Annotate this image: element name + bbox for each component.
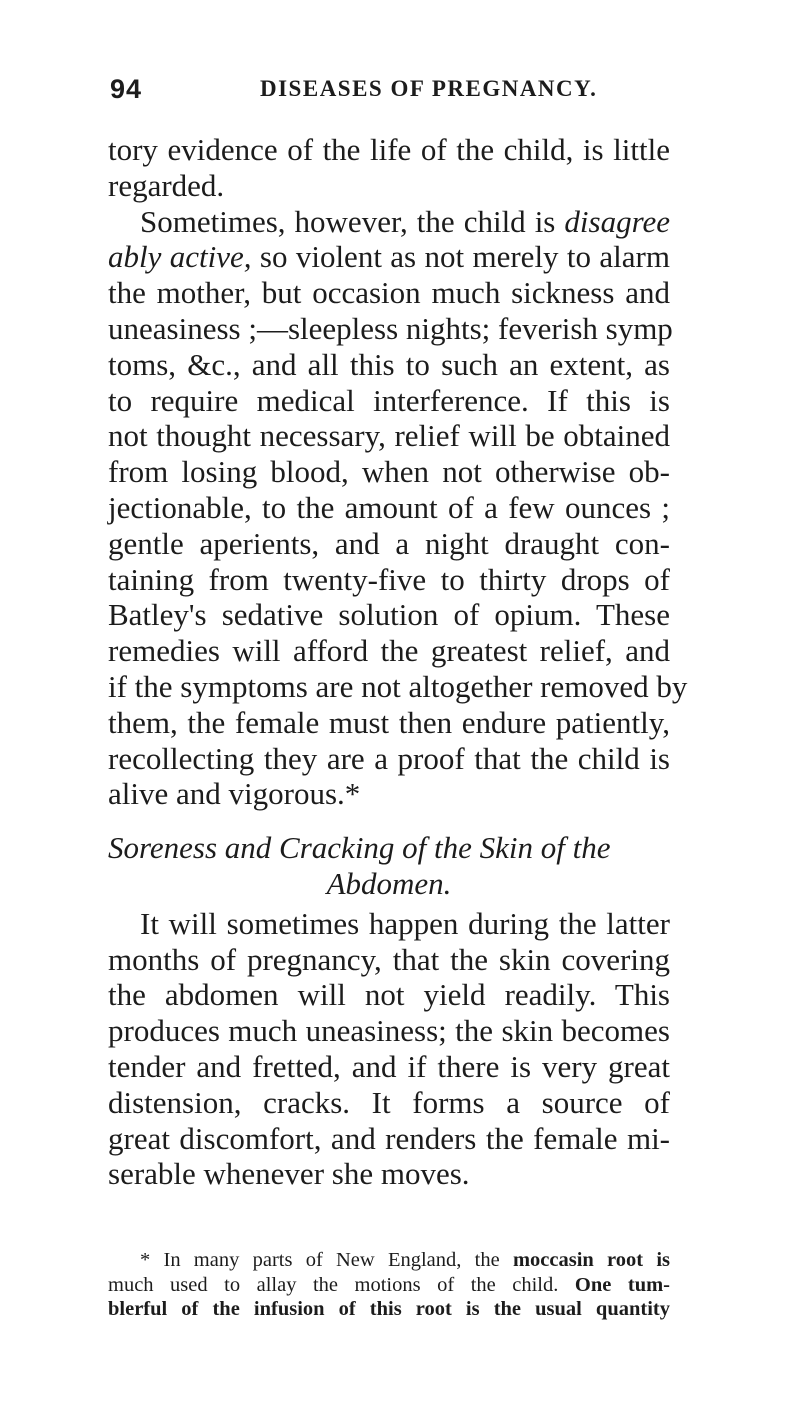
page-header [110,74,630,114]
section-heading: Soreness and Cracking of the Skin of the [108,830,611,866]
bold-run: moccasin root is [512,1249,670,1271]
text-line: tory evidence of the life of the child, is little [108,132,670,167]
text-line: jectionable, to the amount of a few ounces ; [108,489,670,525]
text-line: them, the female must then endure patiently, [108,704,670,740]
italic-run: ably active, [108,239,252,275]
footnote-line [108,1248,670,1273]
text-line: regarded. [108,167,225,203]
text-line: remedies will afford the greatest relief, and [108,633,670,669]
text-line: to require medical interference. If this is [108,382,670,418]
text-line: gentle aperients, and a night draught con- [108,525,670,561]
text-line: uneasiness ;—sleepless nights; feverish symp [108,310,673,346]
text-line: toms, &c., and all this to such an extent, as [108,346,670,382]
text-line: recollecting they are a proof that the child is [108,740,670,776]
page-number: 94 [110,74,143,104]
body-text [108,132,688,1192]
text-line: the mother, but occasion much sickness and [108,275,670,311]
bold-run: One tum- [574,1273,670,1296]
text-line: great discomfort, and renders the female mi- [108,1120,670,1156]
text-line: tender and fretted, and if there is very great [108,1048,670,1084]
text-line: Batley's sedative solution of opium. These [108,597,670,633]
text-line: from losing blood, when not otherwise ob- [108,454,670,490]
section-heading-continued: Abdomen. [326,865,452,901]
text-line [108,204,670,240]
text-line: serable whenever she moves. [108,1156,470,1192]
text-line: taining from twenty-five to thirty drops of [108,561,670,597]
text-line: It will sometimes happen during the latter [140,905,670,941]
text-run: much used to allay the motions of the child. [108,1273,575,1296]
text-line: the abdomen will not yield readily. This [108,977,670,1013]
text-line: not thought necessary, relief will be obtained [108,418,670,454]
text-line: alive and vigorous.* [108,776,361,812]
text-line: produces much uneasiness; the skin becomes [108,1013,670,1049]
italic-run: disagree [564,203,670,239]
text-line: months of pregnancy, that the skin covering [108,941,670,977]
running-head: DISEASES OF PREGNANCY. [260,76,598,101]
text-line [108,239,670,275]
text-run: Sometimes, however, the child is [140,203,565,239]
footnote-line [108,1273,670,1298]
text-line: if the symptoms are not altogether removed by [108,668,688,704]
text-run: so violent as not merely to alarm [251,239,670,275]
footnote-line: blerful of the infusion of this root is the usual quantity [108,1298,670,1320]
text-line: distension, cracks. It forms a source of [108,1084,670,1120]
text-run: * In many parts of New England, the [140,1249,513,1271]
footnote [108,1248,670,1322]
